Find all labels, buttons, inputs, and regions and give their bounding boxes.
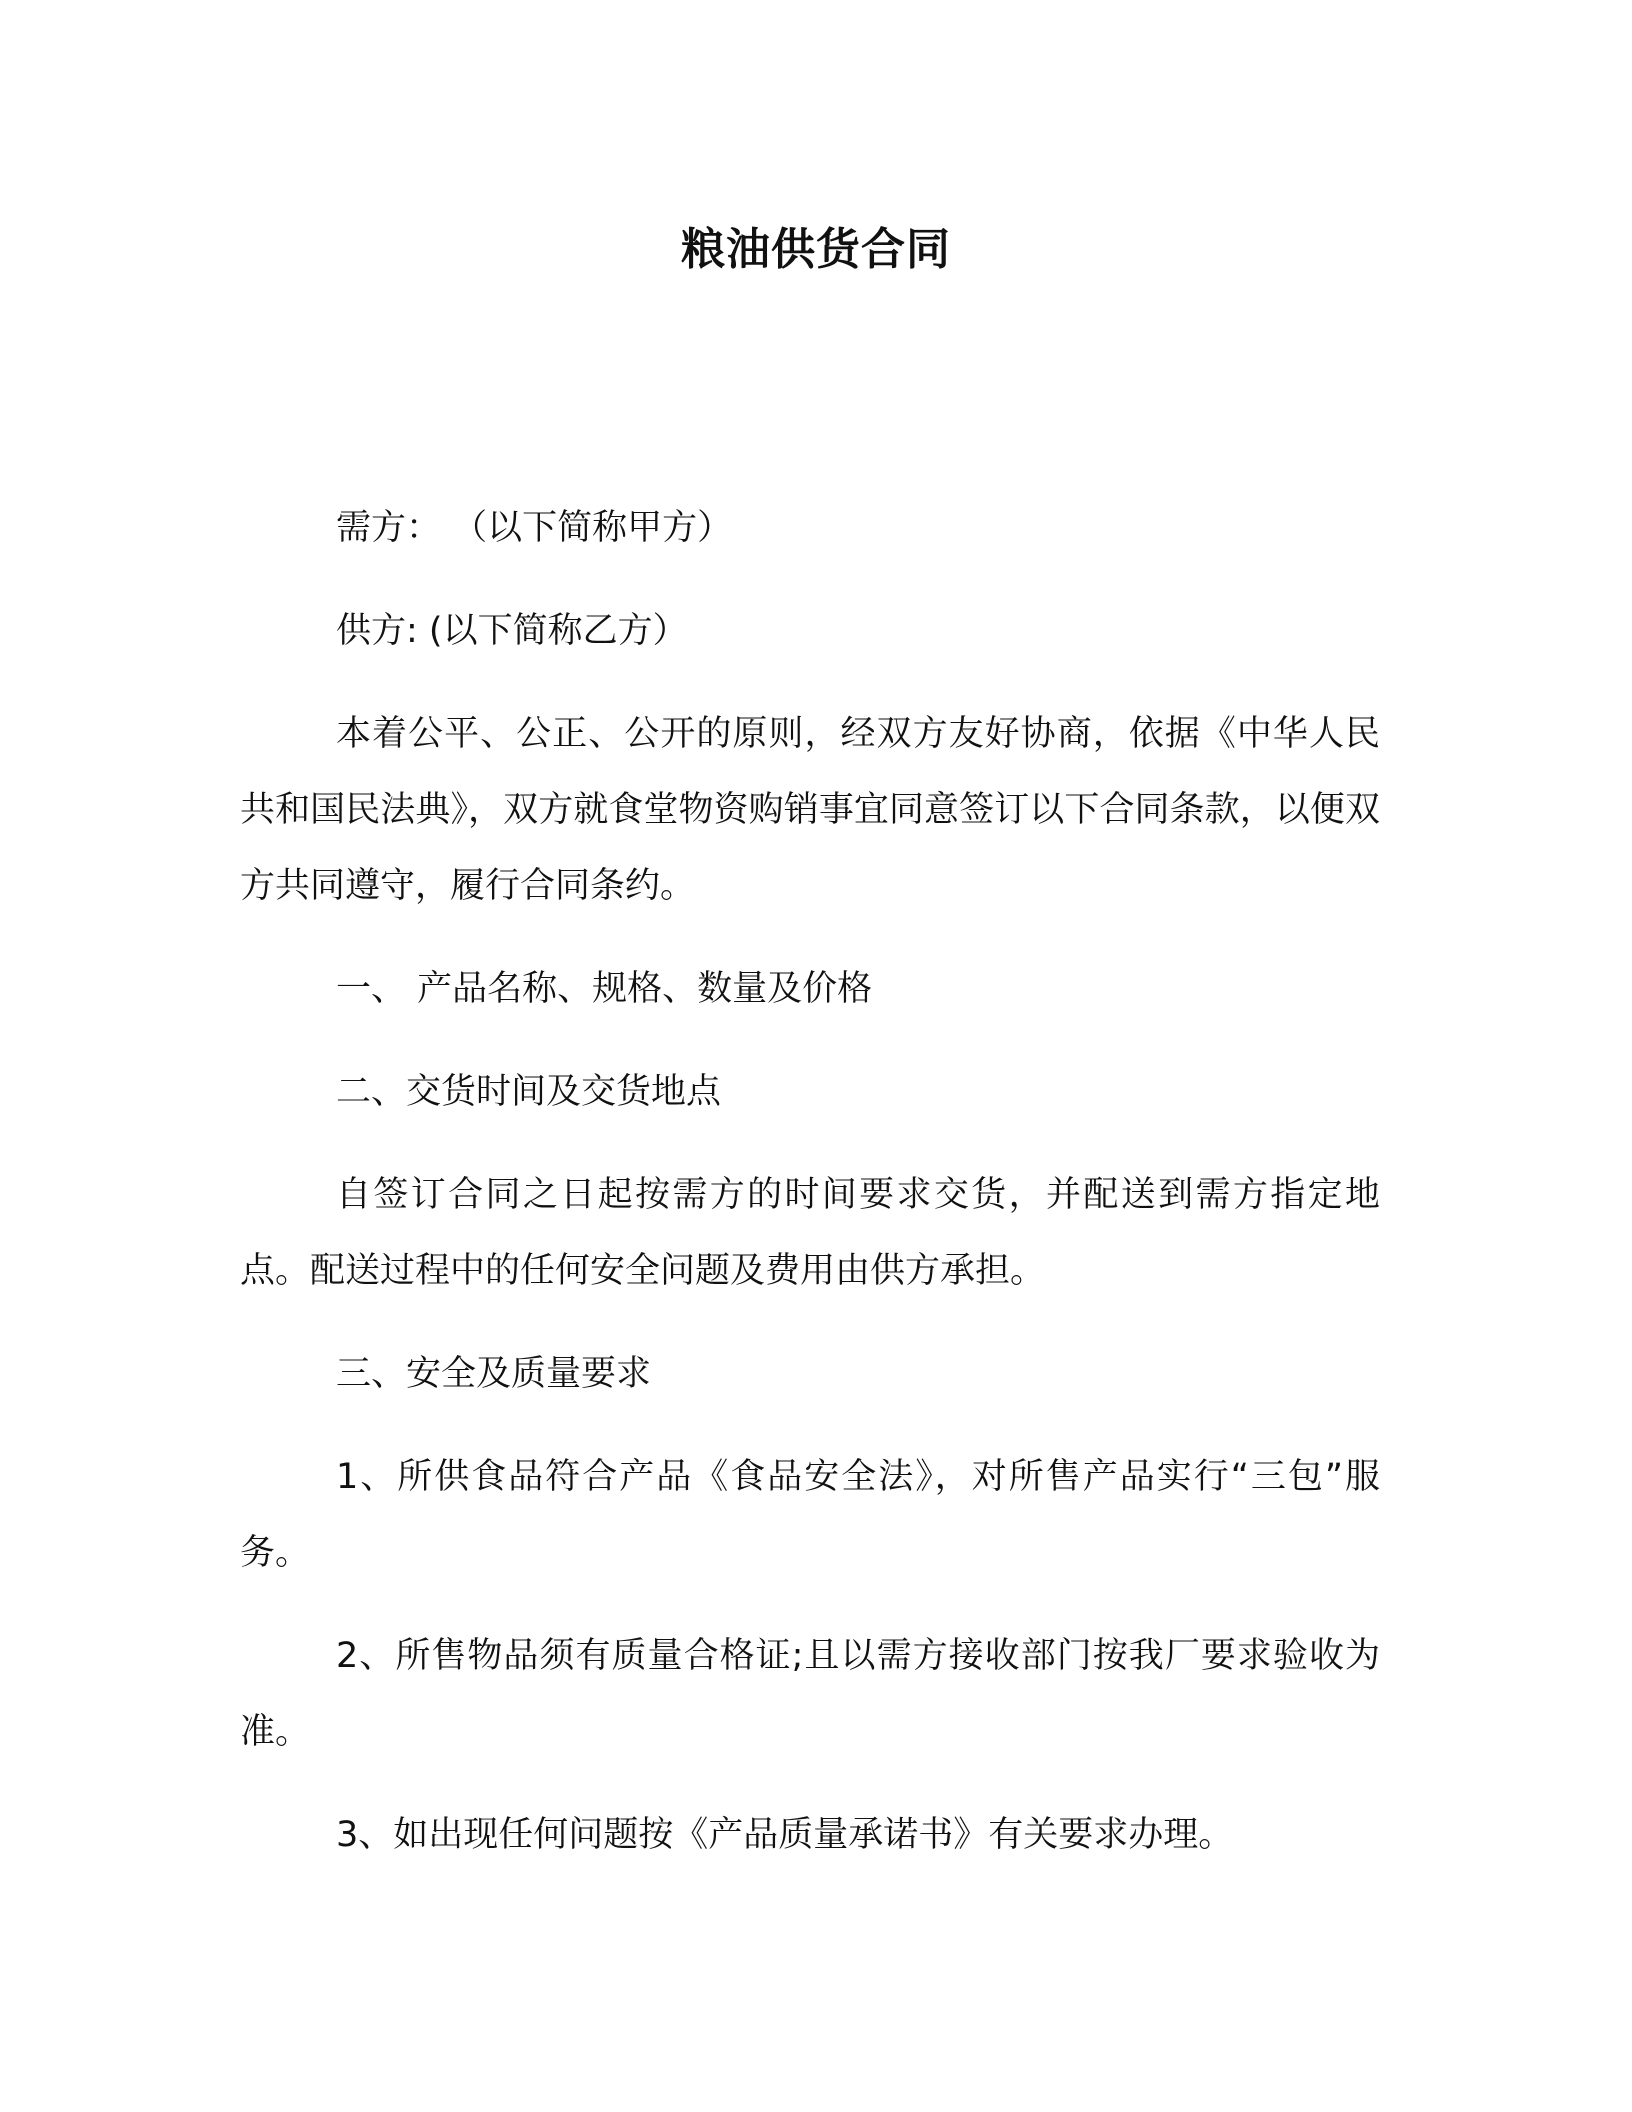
document-title: 粮油供货合同: [681, 224, 951, 275]
party-supply-line: 供方: (以下简称乙方）: [336, 611, 688, 651]
preamble-paragraph: 本着公平、公正、公开的原则，经双方友好协商，依据《中华人民共和国民法典》，双方就食堂物资购销事宜同意签订以下合同条款，以便双方共同遵守，履行合同条约。: [240, 714, 1380, 906]
section-heading-2: 二、交货时间及交货地点: [336, 1072, 722, 1112]
party-demand-line: 需方： （以下简称甲方）: [336, 508, 733, 548]
document-body: [240, 490, 1380, 1900]
delivery-paragraph: 自签订合同之日起按需方的时间要求交货，并配送到需方指定地点。配送过程中的任何安全问题及费用由供方承担。: [240, 1175, 1380, 1291]
clause-3: 3、如出现任何问题按《产品质量承诺书》有关要求办理。: [336, 1815, 1234, 1855]
clause-1: 1、所供食品符合产品《食品安全法》，对所售产品实行“三包”服务。: [240, 1457, 1380, 1573]
clause-2: 2、所售物品须有质量合格证;且以需方接收部门按我厂要求验收为准。: [240, 1636, 1380, 1752]
section-heading-3: 三、安全及质量要求: [336, 1354, 652, 1394]
section-heading-1: 一、 产品名称、规格、数量及价格: [336, 969, 873, 1009]
